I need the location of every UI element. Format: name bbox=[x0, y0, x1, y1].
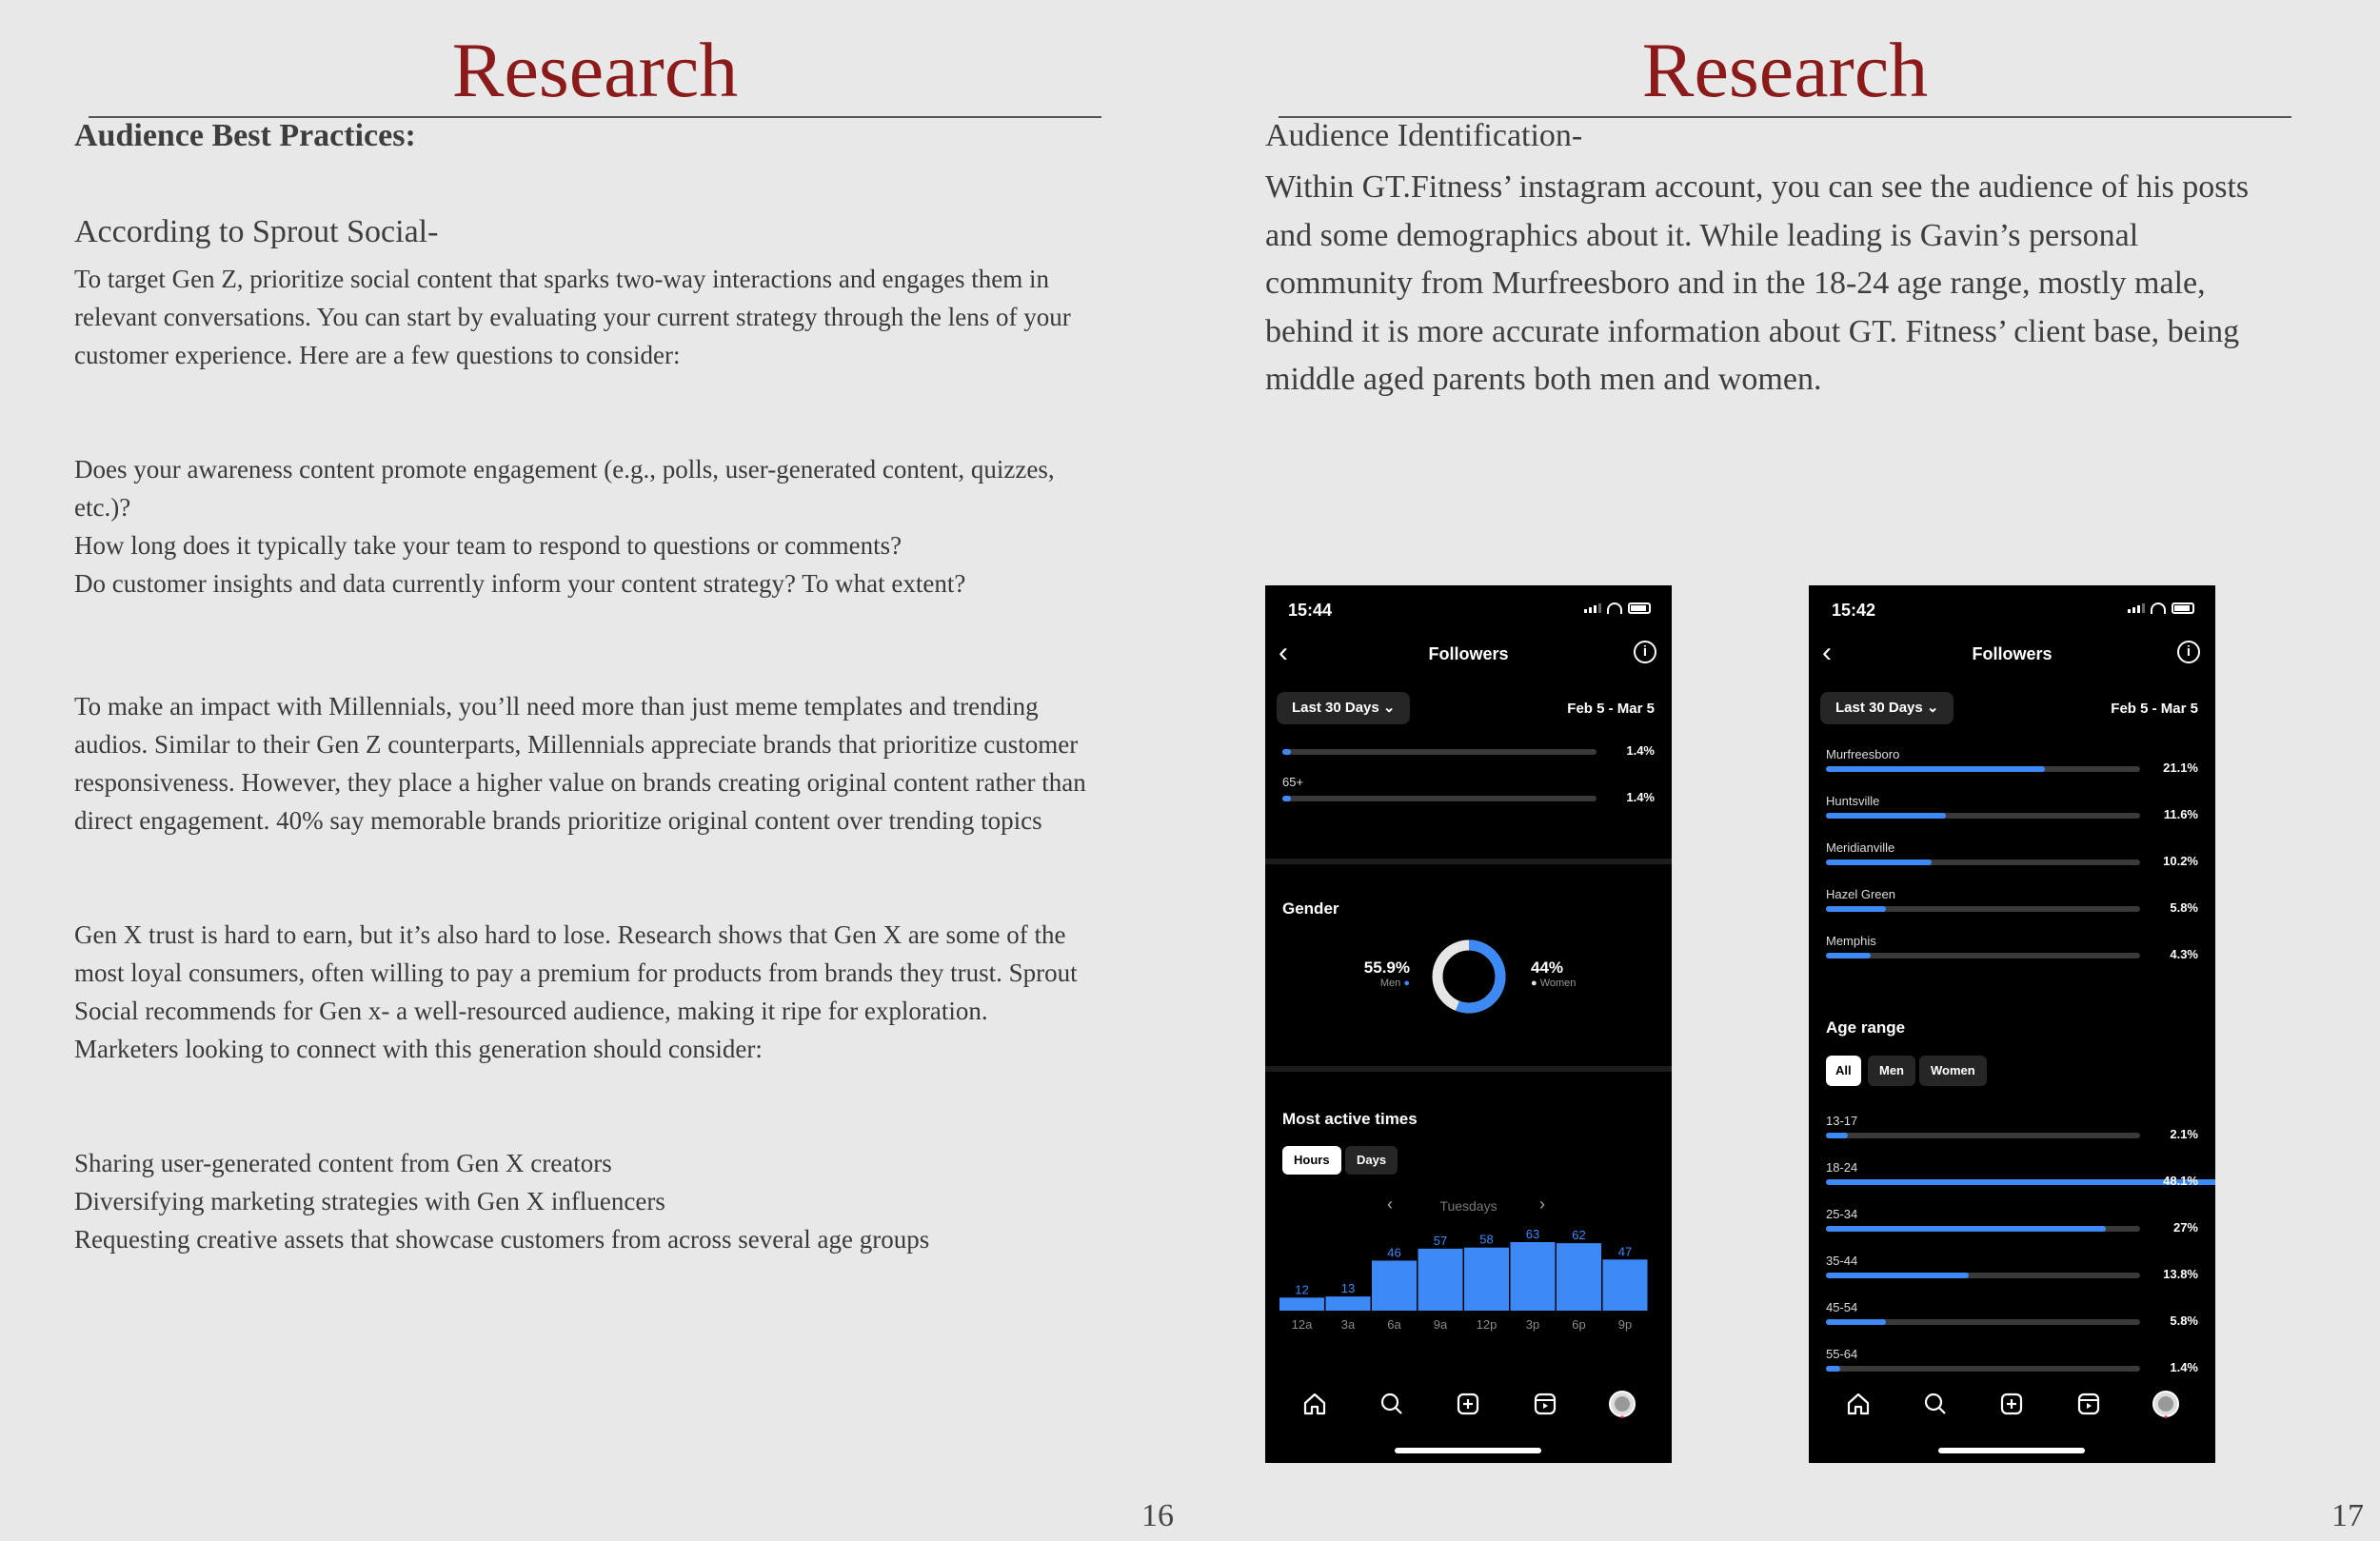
date-span: Feb 5 - Mar 5 bbox=[1567, 701, 1655, 717]
chart-tick-label: 3a bbox=[1340, 1317, 1356, 1332]
row-bar-track bbox=[1826, 953, 2140, 958]
row-bar-track bbox=[1826, 813, 2140, 819]
active-times-title: Most active times bbox=[1282, 1110, 1418, 1128]
home-icon[interactable] bbox=[1300, 1390, 1329, 1418]
chart-data-label: 46 bbox=[1387, 1245, 1401, 1260]
row-bar-track bbox=[1826, 1366, 2140, 1372]
phone-screenshot-1 bbox=[1265, 585, 1672, 1463]
heading-best-practices: Audience Best Practices: bbox=[74, 118, 416, 153]
gender-donut bbox=[1430, 938, 1508, 1016]
chart-bar bbox=[1372, 1260, 1417, 1311]
chart-bar bbox=[1279, 1297, 1324, 1311]
men-stat bbox=[1353, 958, 1410, 989]
row-bar-track bbox=[1826, 1179, 2140, 1185]
phone-screenshot-2 bbox=[1809, 585, 2215, 1463]
row-bar-fill bbox=[1826, 766, 2045, 772]
row-pct: 2.1% bbox=[2170, 1127, 2198, 1141]
date-range-label: Last 30 Days bbox=[1292, 700, 1379, 716]
row-pct: 21.1% bbox=[2163, 761, 2198, 775]
signal-icon bbox=[2128, 603, 2145, 613]
chart-bar bbox=[1464, 1248, 1509, 1311]
gen-x-list bbox=[74, 1144, 1093, 1258]
row-bar-fill bbox=[1826, 953, 1871, 958]
row-label: 35-44 bbox=[1826, 1254, 1858, 1268]
heading-sprout-social: According to Sprout Social- bbox=[74, 214, 439, 249]
row-pct: 27% bbox=[2172, 1220, 2198, 1235]
info-icon[interactable]: i bbox=[1634, 641, 1656, 663]
wifi-icon bbox=[2151, 603, 2166, 614]
row-label: Meridianville bbox=[1826, 840, 1895, 855]
chart-tick-label: 6a bbox=[1387, 1317, 1401, 1332]
row-label: 25-34 bbox=[1826, 1207, 1858, 1221]
status-time: 15:44 bbox=[1288, 601, 1333, 620]
row-label: 18-24 bbox=[1826, 1160, 1858, 1175]
age-bar-track bbox=[1282, 796, 1597, 801]
row-bar-track bbox=[1826, 1273, 2140, 1278]
list-item: Sharing user-generated content from Gen X creators bbox=[74, 1149, 612, 1177]
chart-tick-label: 12p bbox=[1476, 1317, 1497, 1332]
reels-icon[interactable] bbox=[1531, 1390, 1559, 1418]
row-bar-fill bbox=[1826, 906, 1886, 912]
age-bar-track bbox=[1282, 749, 1597, 755]
row-label: Murfreesboro bbox=[1826, 747, 1900, 761]
row-bar-fill bbox=[1826, 1133, 1848, 1138]
question-2: How long does it typically take your team to respond to questions or comments? bbox=[74, 531, 902, 560]
signal-icon bbox=[1584, 603, 1601, 613]
screen-title: Followers bbox=[1428, 644, 1509, 663]
tab-hours[interactable]: Hours bbox=[1282, 1146, 1341, 1175]
reels-icon[interactable] bbox=[2074, 1390, 2103, 1418]
status-icons bbox=[1584, 603, 1651, 614]
chart-bar bbox=[1418, 1249, 1463, 1311]
date-span: Feb 5 - Mar 5 bbox=[2111, 701, 2198, 717]
battery-icon bbox=[1628, 603, 1651, 614]
row-bar-fill bbox=[1826, 1273, 1969, 1278]
row-bar-track bbox=[1826, 1319, 2140, 1325]
para-millennials: To make an impact with Millennials, you’ll need more than just meme templates and trending audios. Similar to their Gen Z counterparts, Millennials appreciate brands that prioritize customer responsiveness. However, they place a higher value on brands creating original content rather than direct engagement. 40% say memorable brands prioritize original content over trending topics bbox=[74, 692, 1086, 835]
list-item: Requesting creative assets that showcase customers from across several age groups bbox=[74, 1225, 930, 1254]
chart-bar bbox=[1511, 1242, 1556, 1311]
row-pct: 11.6% bbox=[2163, 807, 2198, 821]
question-list bbox=[74, 450, 1093, 603]
back-chevron-icon[interactable]: ‹ bbox=[1279, 637, 1288, 668]
screen-title: Followers bbox=[1972, 644, 2053, 663]
section-divider bbox=[1265, 1066, 1672, 1072]
age-pct: 1.4% bbox=[1626, 743, 1655, 758]
row-bar-track bbox=[1826, 1226, 2140, 1232]
chart-tick-label: 9p bbox=[1617, 1317, 1633, 1332]
row-bar-fill bbox=[1826, 1366, 1840, 1372]
list-item: Diversifying marketing strategies with Gen X influencers bbox=[74, 1187, 665, 1215]
question-3: Do customer insights and data currently inform your content strategy? To what extent? bbox=[74, 569, 966, 598]
row-pct: 48.1% bbox=[2163, 1174, 2198, 1188]
men-label: Men ● bbox=[1379, 978, 1410, 989]
date-range-dropdown[interactable] bbox=[1820, 692, 1954, 724]
row-label: Hazel Green bbox=[1826, 887, 1895, 901]
tab-all[interactable]: All bbox=[1826, 1056, 1861, 1086]
bottom-nav bbox=[1265, 1390, 1672, 1418]
chart-data-label: 63 bbox=[1525, 1227, 1540, 1241]
page-number: 16 bbox=[1141, 1498, 1174, 1533]
chart-data-label: 47 bbox=[1617, 1244, 1633, 1259]
back-chevron-icon[interactable]: ‹ bbox=[1822, 637, 1832, 668]
question-1: Does your awareness content promote engagement (e.g., polls, user-generated content, quizzes, etc.)? bbox=[74, 455, 1055, 522]
row-bar-track bbox=[1826, 1133, 2140, 1138]
battery-icon bbox=[2172, 603, 2194, 614]
next-day-icon[interactable]: › bbox=[1539, 1195, 1545, 1214]
date-range-dropdown[interactable] bbox=[1277, 692, 1410, 724]
section-divider bbox=[1265, 859, 1672, 864]
profile-avatar-icon[interactable] bbox=[2152, 1390, 2180, 1418]
men-pct: 55.9% bbox=[1363, 958, 1410, 977]
create-icon[interactable] bbox=[1997, 1390, 2026, 1418]
chart-bar bbox=[1326, 1296, 1371, 1311]
search-icon[interactable] bbox=[1378, 1390, 1406, 1418]
chart-data-label: 57 bbox=[1433, 1233, 1448, 1248]
row-pct: 4.3% bbox=[2170, 947, 2198, 961]
chart-data-label: 12 bbox=[1295, 1282, 1309, 1297]
chart-tick-label: 3p bbox=[1525, 1317, 1540, 1332]
create-icon[interactable] bbox=[1454, 1390, 1482, 1418]
chart-bar bbox=[1557, 1243, 1601, 1311]
row-bar-fill bbox=[1826, 1179, 2215, 1185]
age-range-title: Age range bbox=[1826, 1018, 1906, 1037]
chart-data-label: 62 bbox=[1572, 1228, 1586, 1243]
tab-women[interactable]: Women bbox=[1919, 1056, 1987, 1086]
page-number: 17 bbox=[2331, 1498, 2364, 1533]
row-label: 45-54 bbox=[1826, 1300, 1858, 1314]
status-time: 15:42 bbox=[1832, 601, 1876, 620]
chart-bar bbox=[1603, 1259, 1648, 1311]
date-range-label: Last 30 Days bbox=[1835, 700, 1923, 716]
para-gen-z: To target Gen Z, prioritize social content that sparks two-way interactions and engages them in relevant conversations. You can start by evaluating your current strategy through the lens of your customer experience. Here are a few questions to consider: bbox=[74, 265, 1071, 369]
para-gen-x: Gen X trust is hard to earn, but it’s also hard to lose. Research shows that Gen X are some of the most loyal consumers, often willing to pay a premium for products from brands they trust. Sprout Social recommends for Gen x- a well-resourced audience, making it ripe for exploration. Marketers looking to connect with this generation should consider: bbox=[74, 920, 1078, 1063]
home-indicator bbox=[1395, 1448, 1541, 1453]
audience-paragraph: Within GT.Fitness’ instagram account, you can see the audience of his posts and some demographics about it. While leading is Gavin’s personal community from Murfreesboro and in the 18-24 age range, mostly male, behind it is more accurate information about GT. Fitness’ client base, being middle aged parents both men and women. bbox=[1265, 169, 2250, 397]
day-label: Tuesdays bbox=[1439, 1198, 1497, 1214]
row-bar-fill bbox=[1826, 1319, 1886, 1325]
home-indicator bbox=[1938, 1448, 2085, 1453]
row-label: Huntsville bbox=[1826, 794, 1880, 808]
chevron-down-icon: ⌄ bbox=[1926, 700, 1939, 716]
row-bar-fill bbox=[1826, 813, 1946, 819]
left-page-title: Research bbox=[451, 27, 739, 113]
tab-days[interactable]: Days bbox=[1345, 1146, 1398, 1175]
row-bar-fill bbox=[1826, 1226, 2106, 1232]
gender-title: Gender bbox=[1282, 899, 1339, 918]
row-pct: 5.8% bbox=[2170, 1314, 2198, 1328]
right-page-title: Research bbox=[1641, 27, 1929, 113]
row-pct: 1.4% bbox=[2170, 1360, 2198, 1374]
row-pct: 13.8% bbox=[2163, 1267, 2198, 1281]
age-bar-fill bbox=[1282, 749, 1291, 755]
chart-data-label: 58 bbox=[1479, 1232, 1494, 1247]
row-bar-fill bbox=[1826, 859, 1932, 865]
chevron-down-icon: ⌄ bbox=[1382, 700, 1396, 716]
search-icon[interactable] bbox=[1921, 1390, 1950, 1418]
women-pct: 44% bbox=[1531, 958, 1564, 977]
age-bar-fill bbox=[1282, 796, 1291, 801]
row-label: 55-64 bbox=[1826, 1347, 1858, 1361]
row-label: Memphis bbox=[1826, 934, 1876, 948]
profile-avatar-icon[interactable] bbox=[1608, 1390, 1636, 1418]
chart-tick-label: 12a bbox=[1291, 1317, 1313, 1332]
bottom-nav bbox=[1809, 1390, 2215, 1418]
row-label: 13-17 bbox=[1826, 1114, 1858, 1128]
chart-data-label: 13 bbox=[1340, 1281, 1356, 1296]
tab-men[interactable]: Men bbox=[1868, 1056, 1915, 1086]
chart-tick-label: 6p bbox=[1572, 1317, 1586, 1332]
heading-audience-identification: Audience Identification- bbox=[1265, 118, 1583, 153]
age-label: 65+ bbox=[1282, 775, 1304, 789]
row-bar-track bbox=[1826, 766, 2140, 772]
active-times-chart bbox=[1279, 1223, 1660, 1337]
women-stat bbox=[1531, 958, 1576, 989]
wifi-icon bbox=[1607, 603, 1622, 614]
row-bar-track bbox=[1826, 906, 2140, 912]
women-label: ● Women bbox=[1531, 978, 1577, 989]
home-icon[interactable] bbox=[1844, 1390, 1873, 1418]
row-bar-track bbox=[1826, 859, 2140, 865]
age-pct: 1.4% bbox=[1626, 790, 1655, 804]
row-pct: 5.8% bbox=[2170, 900, 2198, 915]
info-icon[interactable]: i bbox=[2177, 641, 2200, 663]
row-pct: 10.2% bbox=[2163, 854, 2198, 868]
status-icons bbox=[2128, 603, 2194, 614]
prev-day-icon[interactable]: ‹ bbox=[1387, 1195, 1393, 1214]
chart-tick-label: 9a bbox=[1433, 1317, 1448, 1332]
